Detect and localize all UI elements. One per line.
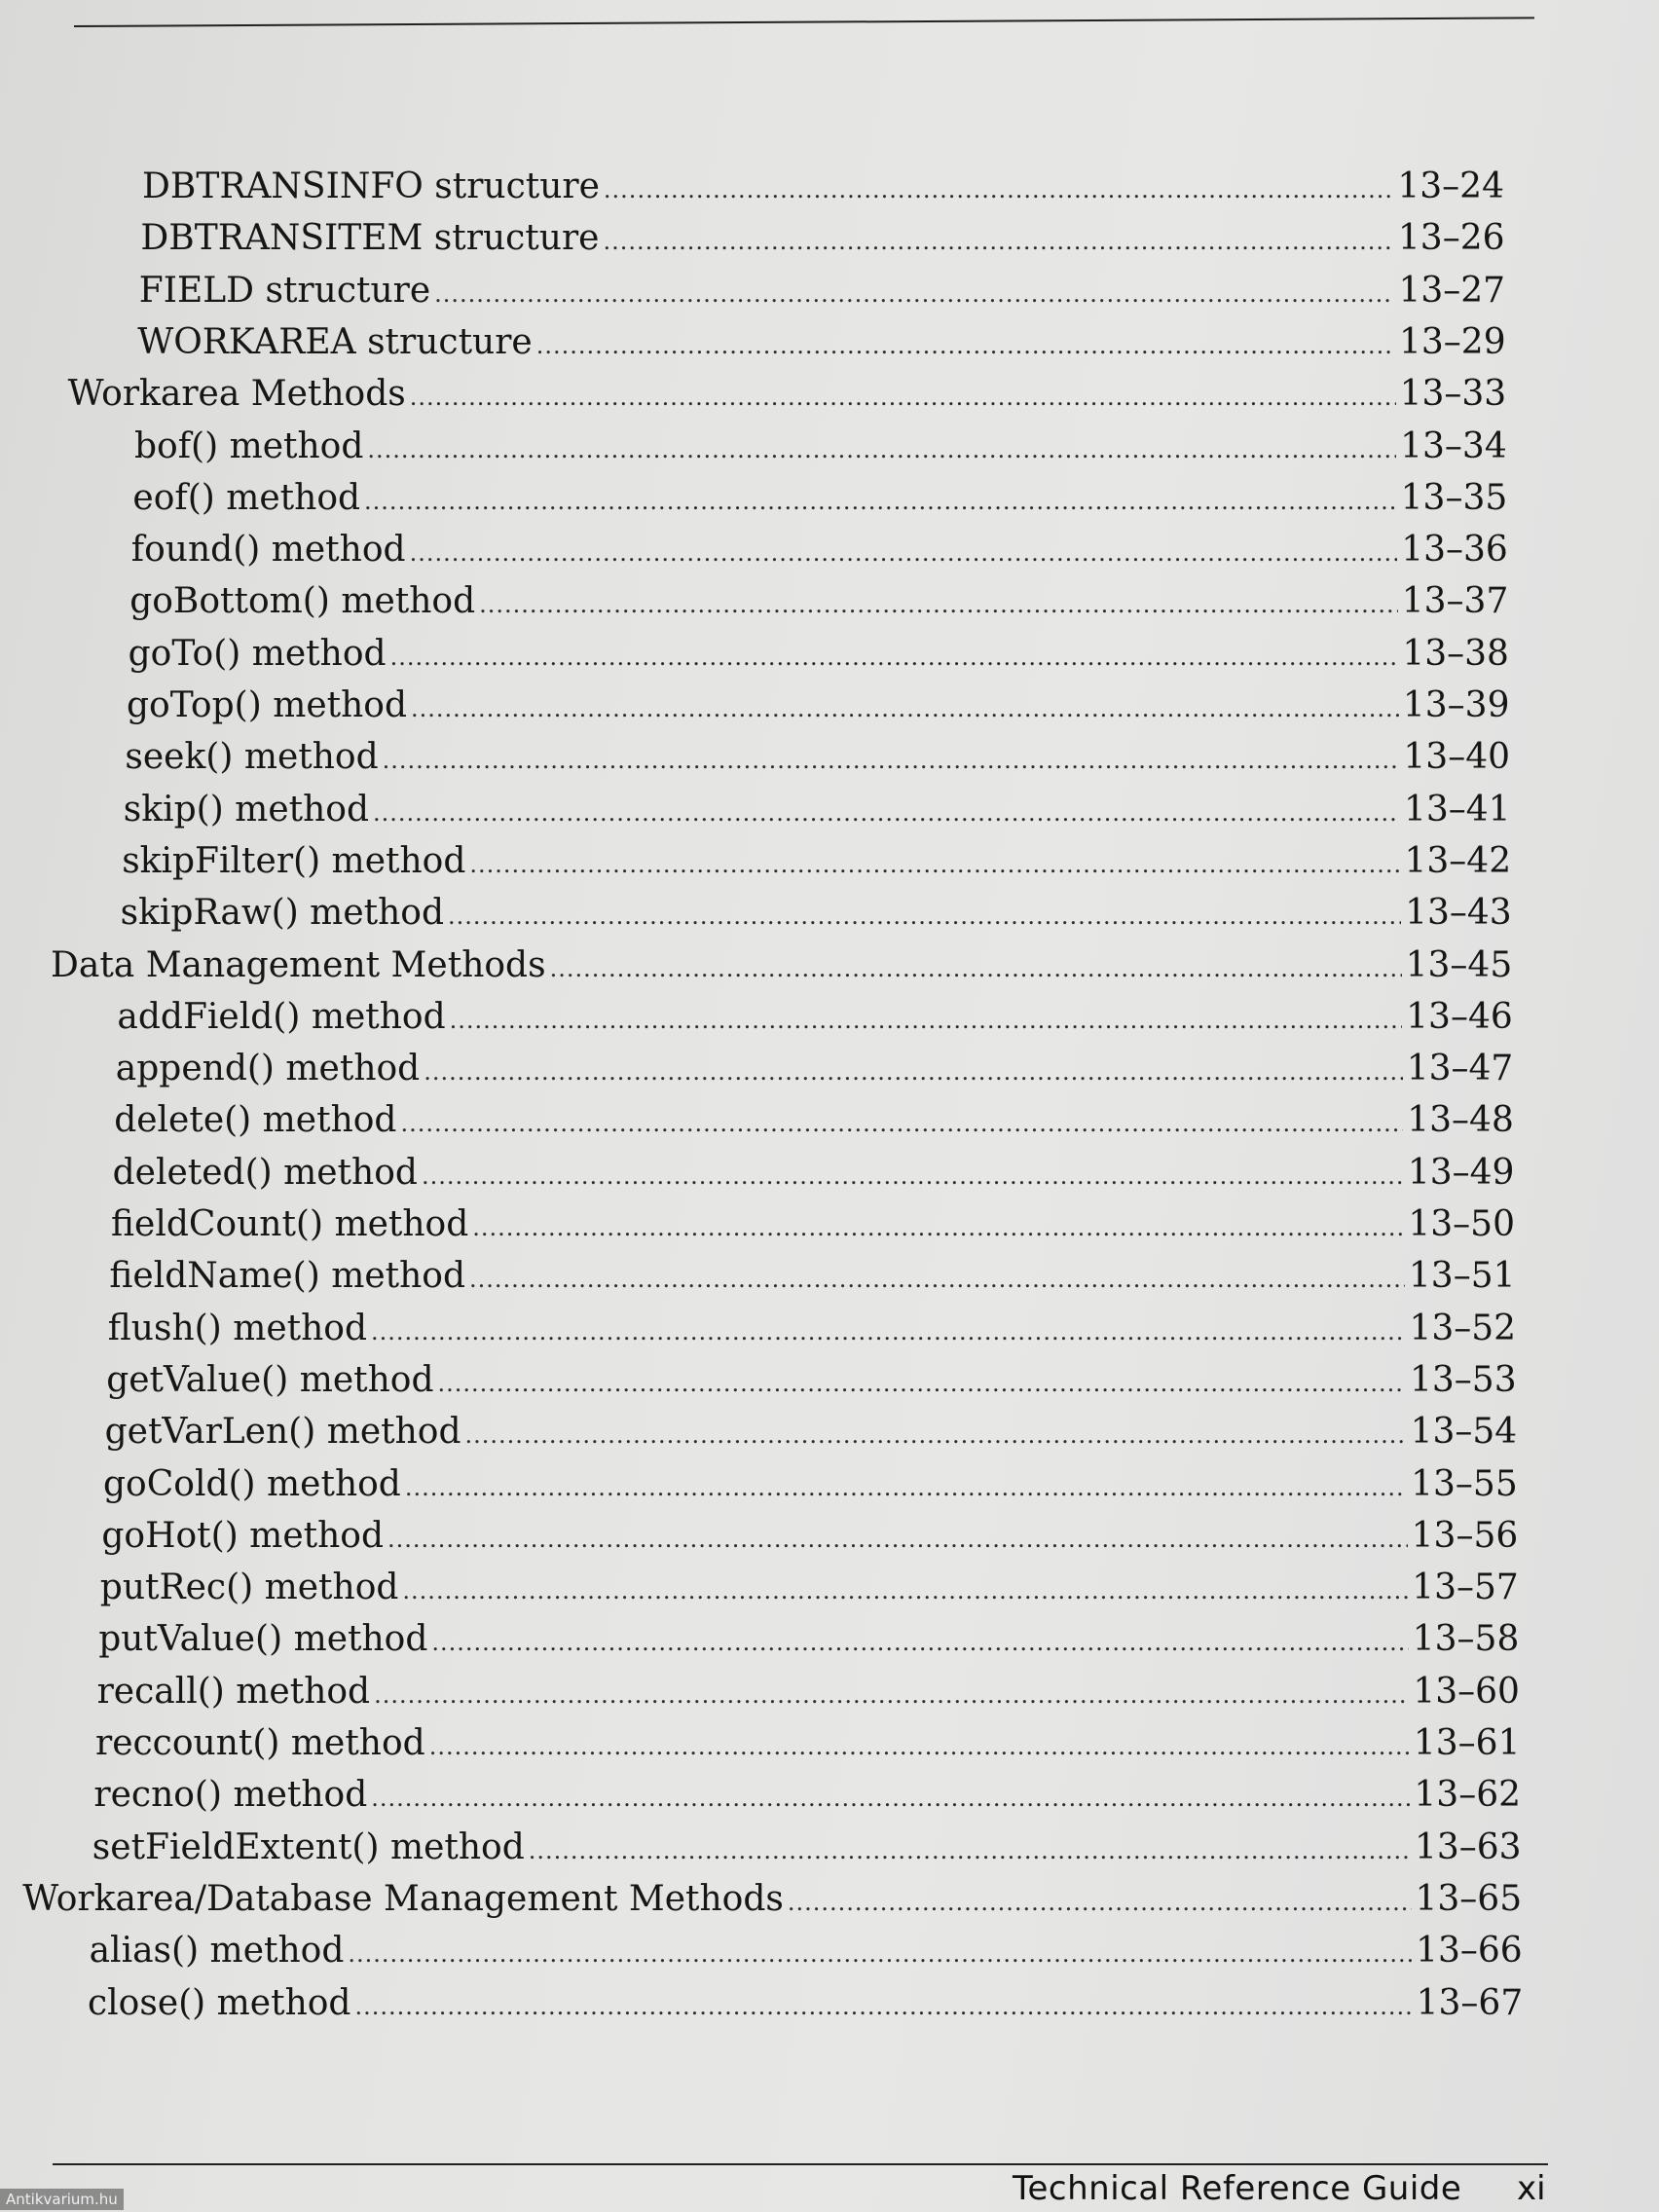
toc-entry-page: 13–37 — [1401, 581, 1509, 622]
toc-entry — [132, 472, 1507, 525]
toc-entry-label: seek() method — [125, 737, 379, 778]
toc-entry-page: 13–46 — [1406, 996, 1513, 1037]
toc-entry-page: 13–35 — [1400, 477, 1508, 518]
toc-entry-label: goBottom() method — [129, 581, 476, 622]
toc-entry-label: skip() method — [123, 789, 369, 830]
toc-entry-label: putValue() method — [98, 1619, 428, 1660]
toc-entry-page: 13–58 — [1412, 1619, 1520, 1660]
dot-leader — [410, 371, 1396, 424]
toc-entry — [101, 1510, 1518, 1563]
dot-leader — [550, 942, 1402, 995]
toc-entry-page: 13–36 — [1401, 530, 1508, 571]
toc-entry-label: Data Management Methods — [51, 944, 546, 985]
dot-leader — [371, 1306, 1405, 1358]
toc-entry-label: DBTRANSINFO structure — [142, 166, 600, 206]
toc-entry — [125, 731, 1510, 784]
toc-entry-label: reccount() method — [95, 1723, 425, 1763]
dot-leader — [465, 1409, 1407, 1461]
toc-entry-page: 13–48 — [1407, 1100, 1514, 1141]
dot-leader — [387, 1513, 1408, 1566]
toc-entry — [116, 1043, 1514, 1095]
dot-leader — [450, 994, 1403, 1047]
toc-entry-page: 13–66 — [1416, 1931, 1523, 1972]
toc-entry-page: 13–55 — [1411, 1463, 1518, 1504]
toc-entry — [68, 368, 1507, 421]
toc-entry — [127, 680, 1510, 732]
toc-entry-label: alias() method — [89, 1931, 345, 1972]
toc-entry-page: 13–60 — [1413, 1671, 1520, 1712]
toc-entry-label: goTo() method — [128, 633, 387, 674]
dot-leader — [400, 1097, 1403, 1150]
toc-entry — [22, 1873, 1522, 1926]
watermark-text: Antikvarium.hu — [0, 2189, 124, 2210]
toc-entry-page: 13–40 — [1403, 737, 1511, 778]
toc-entry-page: 13–43 — [1405, 893, 1512, 934]
dot-leader — [434, 268, 1394, 320]
toc-entry — [137, 316, 1505, 369]
toc-entry-label: goCold() method — [103, 1463, 401, 1504]
dot-leader — [402, 1565, 1408, 1617]
dot-leader — [448, 890, 1401, 942]
toc-entry-page: 13–51 — [1408, 1256, 1516, 1297]
toc-entry-page: 13–38 — [1402, 633, 1509, 674]
toc-entry-label: goTop() method — [127, 685, 407, 725]
toc-entry-page: 13–62 — [1414, 1775, 1522, 1816]
toc-entry-page: 13–50 — [1408, 1204, 1515, 1244]
toc-entry-page: 13–45 — [1405, 944, 1513, 985]
dot-leader — [788, 1876, 1412, 1929]
dot-leader — [374, 1669, 1409, 1721]
dot-leader — [383, 734, 1400, 787]
dot-leader — [469, 838, 1400, 891]
toc-entry-label: skipFilter() method — [122, 840, 466, 881]
toc-entry-page: 13–49 — [1407, 1152, 1515, 1193]
toc-entry — [105, 1406, 1518, 1458]
toc-entry — [97, 1666, 1520, 1718]
toc-entry — [98, 1613, 1519, 1666]
toc-entry-label: close() method — [88, 1982, 351, 2023]
dot-leader — [603, 215, 1393, 268]
toc-entry — [129, 575, 1508, 628]
toc-entry — [131, 524, 1508, 576]
toc-entry-label: Workarea/Database Management Methods — [22, 1878, 784, 1919]
toc-entry — [139, 265, 1505, 317]
toc-entry — [142, 161, 1504, 213]
toc-entry-label: deleted() method — [112, 1152, 418, 1193]
toc-entry — [140, 212, 1504, 265]
footer-title: Technical Reference Guide — [1013, 2169, 1462, 2208]
dot-leader — [354, 1980, 1412, 2033]
toc-entry-label: Workarea Methods — [67, 374, 406, 415]
toc-entry-label: found() method — [130, 530, 406, 571]
toc-entry-label: getVarLen() method — [104, 1412, 461, 1453]
footer-page-number: xi — [1517, 2169, 1546, 2208]
toc-entry-label: WORKAREA structure — [137, 321, 533, 362]
dot-leader — [371, 1772, 1410, 1825]
dot-leader — [364, 475, 1397, 528]
dot-leader — [469, 1253, 1405, 1306]
toc-entry — [124, 784, 1511, 836]
toc-entry-label: addField() method — [117, 996, 446, 1037]
toc-entry-label: append() method — [115, 1049, 421, 1089]
dot-leader — [373, 787, 1400, 839]
toc-entry — [134, 421, 1507, 473]
dot-leader — [422, 1150, 1404, 1202]
toc-entry-label: skipRaw() method — [120, 893, 444, 934]
toc-entry-page: 13–26 — [1397, 218, 1505, 259]
toc-entry-page: 13–52 — [1409, 1308, 1517, 1348]
toc-entry — [122, 835, 1511, 888]
toc-entry — [129, 628, 1509, 681]
toc-entry-label: fieldCount() method — [111, 1204, 469, 1244]
toc-entry-page: 13–42 — [1404, 840, 1512, 881]
toc-entry-label: delete() method — [114, 1100, 397, 1141]
dot-leader — [405, 1461, 1407, 1514]
toc-entry — [108, 1303, 1516, 1355]
toc-entry-page: 13–67 — [1416, 1982, 1524, 2023]
toc-entry-label: fieldName() method — [109, 1256, 466, 1297]
toc-entry-label: eof() method — [132, 477, 361, 518]
toc-entry-label: DBTRANSITEM structure — [140, 218, 600, 259]
dot-leader — [411, 682, 1399, 735]
dot-leader — [390, 631, 1399, 683]
toc-entry — [114, 1094, 1514, 1147]
toc-entry-label: getValue() method — [106, 1359, 434, 1400]
dot-leader — [479, 578, 1398, 631]
toc-entry-page: 13–53 — [1410, 1359, 1517, 1400]
toc-entry — [111, 1198, 1515, 1251]
toc-entry-label: recall() method — [96, 1671, 371, 1712]
dot-leader — [348, 1928, 1412, 1980]
toc-entry — [88, 1977, 1523, 2030]
toc-entry-page: 13–57 — [1412, 1567, 1519, 1608]
dot-leader — [367, 424, 1396, 476]
dot-leader — [472, 1201, 1404, 1254]
toc-entry — [109, 1250, 1515, 1303]
toc-entry-page: 13–24 — [1397, 166, 1504, 206]
toc-entry — [100, 1562, 1519, 1614]
toc-entry-label: putRec() method — [99, 1567, 399, 1608]
toc-entry — [93, 1769, 1521, 1822]
toc-entry-page: 13–54 — [1410, 1412, 1518, 1453]
toc-entry-label: goHot() method — [101, 1515, 384, 1556]
toc-entry-page: 13–56 — [1411, 1515, 1519, 1556]
toc-entry-page: 13–65 — [1415, 1878, 1523, 1919]
toc-entry-label: recno() method — [93, 1775, 368, 1816]
toc-entry — [113, 1147, 1515, 1199]
toc-entry-label: flush() method — [107, 1308, 367, 1348]
toc-entry-page: 13–61 — [1413, 1723, 1521, 1763]
footer-rule — [53, 2163, 1548, 2165]
toc-entry-page: 13–34 — [1400, 425, 1507, 466]
toc-entry — [51, 940, 1512, 992]
dot-leader — [604, 164, 1393, 216]
dot-leader — [410, 527, 1398, 579]
toc-entry — [117, 991, 1512, 1044]
dot-leader — [438, 1357, 1406, 1410]
toc-entry-page: 13–41 — [1403, 789, 1511, 830]
toc-entry-label: FIELD structure — [138, 270, 431, 311]
toc-entry-page: 13–33 — [1399, 374, 1507, 415]
toc-entry-page: 13–47 — [1406, 1049, 1514, 1089]
toc-entry — [103, 1458, 1518, 1511]
dot-leader — [424, 1046, 1402, 1098]
toc-entry — [106, 1354, 1516, 1407]
dot-leader — [429, 1720, 1410, 1773]
toc-entry — [121, 887, 1512, 940]
toc-entry — [95, 1717, 1521, 1770]
dot-leader — [536, 319, 1395, 372]
dot-leader — [431, 1616, 1408, 1669]
toc-entry-page: 13–63 — [1414, 1826, 1522, 1867]
toc-entry — [90, 1925, 1523, 1977]
toc-entry-page: 13–39 — [1402, 685, 1510, 725]
toc-entry-page: 13–29 — [1399, 321, 1506, 362]
toc-entry — [92, 1822, 1522, 1874]
dot-leader — [529, 1825, 1411, 1877]
toc-entry-page: 13–27 — [1398, 270, 1506, 311]
toc-entry-label: bof() method — [134, 425, 364, 466]
toc-entry-label: setFieldExtent() method — [92, 1826, 525, 1867]
